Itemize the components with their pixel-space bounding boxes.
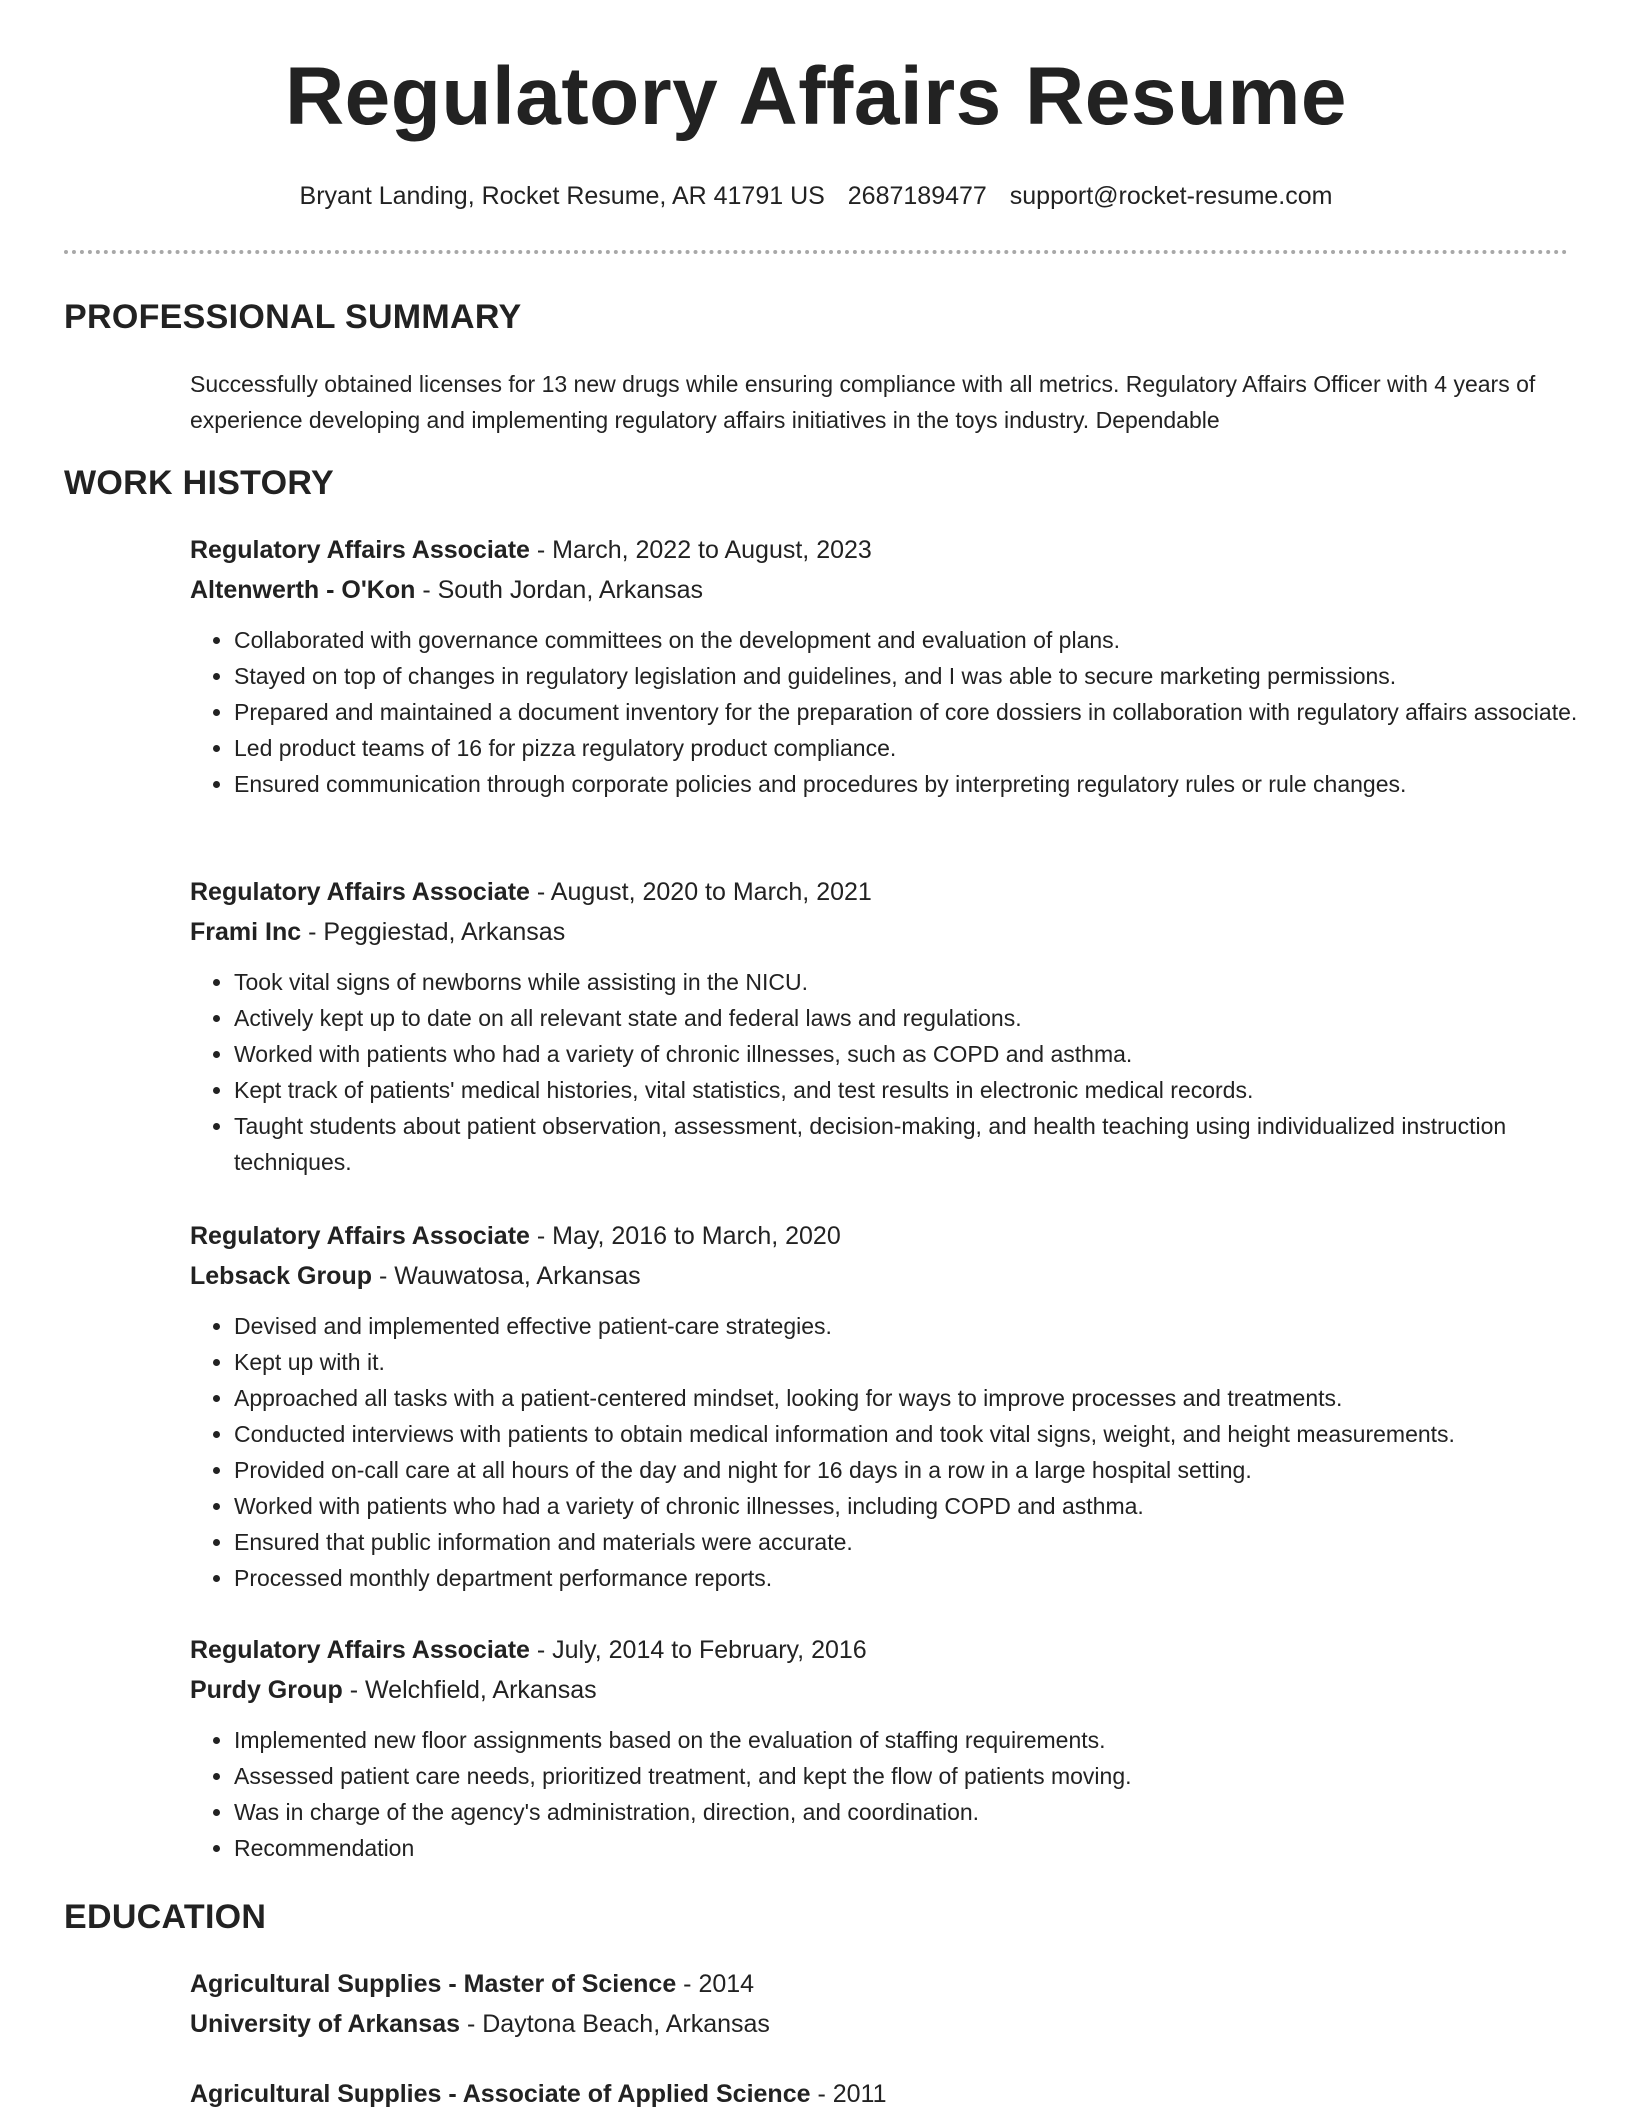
list-item: • Worked with patients who had a variety of chronic illnesses, including COPD and asthma. [234, 1488, 1580, 1524]
list-item: • Conducted interviews with patients to obtain medical information and took vital signs, weight, and height measurements. [234, 1416, 1580, 1452]
list-item: • Kept up with it. [234, 1344, 1580, 1380]
contact-phone: 2687189477 [847, 182, 987, 210]
job-bullets [190, 964, 1580, 1180]
list-item: • Collaborated with governance committees on the development and evaluation of plans. [234, 622, 1580, 658]
job-location: Wauwatosa, Arkansas [394, 1262, 641, 1290]
list-item: • Stayed on top of changes in regulatory legislation and guidelines, and I was able to secure marketing permissions. [234, 658, 1580, 694]
education-location: Daytona Beach, Arkansas [482, 2010, 770, 2038]
job-location: South Jordan, Arkansas [437, 576, 704, 604]
job-role-line: Regulatory Affairs Associate - August, 2020 to March, 2021 [190, 878, 872, 906]
list-item: • Ensured that public information and materials were accurate. [234, 1524, 1580, 1560]
job-role-line: Regulatory Affairs Associate - July, 2014 to February, 2016 [190, 1636, 867, 1664]
job-entry [190, 530, 1580, 802]
job-bullets [190, 622, 1580, 802]
section-title-summary: PROFESSIONAL SUMMARY [64, 298, 522, 336]
job-role-line: Regulatory Affairs Associate - May, 2016 to March, 2020 [190, 1222, 841, 1250]
resume-title: Regulatory Affairs Resume [284, 51, 1348, 142]
education-school: University of Arkansas [190, 2010, 461, 2038]
job-role: Regulatory Affairs Associate [190, 878, 530, 906]
education-degree: Agricultural Supplies - Master of Science [190, 1970, 677, 1998]
job-company-line: Purdy Group - Welchfield, Arkansas [190, 1676, 597, 1704]
education-school-line: University of Arkansas - Daytona Beach, Arkansas [190, 2010, 770, 2038]
job-company: Lebsack Group [190, 1262, 372, 1290]
contact-line [0, 182, 1632, 211]
job-dates: August, 2020 to March, 2021 [550, 878, 872, 906]
job-company: Purdy Group [190, 1676, 343, 1704]
header-divider [64, 250, 1568, 254]
job-company-line: Lebsack Group - Wauwatosa, Arkansas [190, 1262, 641, 1290]
list-item: • Taught students about patient observation, assessment, decision-making, and health teaching using individualized instruction techniques. [234, 1108, 1580, 1180]
job-entry [190, 872, 1580, 1180]
list-item: • Worked with patients who had a variety of chronic illnesses, such as COPD and asthma. [234, 1036, 1580, 1072]
list-item: • Was in charge of the agency's administration, direction, and coordination. [234, 1794, 1580, 1830]
job-role: Regulatory Affairs Associate [190, 536, 530, 564]
job-entry [190, 1216, 1580, 1596]
list-item: • Took vital signs of newborns while assisting in the NICU. [234, 964, 1580, 1000]
list-item: • Kept track of patients' medical histories, vital statistics, and test results in electronic medical records. [234, 1072, 1580, 1108]
education-year: 2014 [698, 1970, 755, 1998]
job-role: Regulatory Affairs Associate [190, 1636, 530, 1664]
list-item: • Actively kept up to date on all relevant state and federal laws and regulations. [234, 1000, 1580, 1036]
job-company-line: Frami Inc - Peggiestad, Arkansas [190, 918, 566, 946]
job-bullets [190, 1308, 1580, 1596]
list-item: • Ensured communication through corporate policies and procedures by interpreting regulatory rules or rule changes. [234, 766, 1580, 802]
job-role-line: Regulatory Affairs Associate - March, 2022 to August, 2023 [190, 536, 872, 564]
list-item: • Prepared and maintained a document inventory for the preparation of core dossiers in collaboration with regulatory affairs associate. [234, 694, 1580, 730]
education-degree: Agricultural Supplies - Associate of Applied Science [190, 2080, 811, 2108]
education-degree-line: Agricultural Supplies - Associate of Applied Science - 2011 [190, 2080, 887, 2108]
section-title-work-history: WORK HISTORY [64, 464, 334, 502]
summary-text: Successfully obtained licenses for 13 new drugs while ensuring compliance with all metrics. Regulatory Affairs Officer with 4 years of experience developing and implementing regulatory affairs initiatives in the toys industry. Dependable [190, 371, 1536, 433]
education-entry [190, 1964, 1580, 2044]
list-item: • Implemented new floor assignments based on the evaluation of staffing requirements. [234, 1722, 1580, 1758]
list-item: • Devised and implemented effective patient-care strategies. [234, 1308, 1580, 1344]
job-dates: March, 2022 to August, 2023 [552, 536, 872, 564]
job-role: Regulatory Affairs Associate [190, 1222, 530, 1250]
contact-email: support@rocket-resume.com [1009, 182, 1333, 210]
contact-address: Bryant Landing, Rocket Resume, AR 41791 US [299, 182, 825, 210]
list-item: • Provided on-call care at all hours of the day and night for 16 days in a row in a large hospital setting. [234, 1452, 1580, 1488]
job-dates: July, 2014 to February, 2016 [552, 1636, 867, 1664]
list-item: • Assessed patient care needs, prioritized treatment, and kept the flow of patients moving. [234, 1758, 1580, 1794]
education-year: 2011 [832, 2080, 887, 2108]
job-company-line: Altenwerth - O'Kon - South Jordan, Arkansas [190, 576, 704, 604]
job-location: Peggiestad, Arkansas [323, 918, 566, 946]
section-title-education: EDUCATION [64, 1898, 267, 1936]
job-dates: May, 2016 to March, 2020 [552, 1222, 841, 1250]
job-entry [190, 1630, 1580, 1866]
list-item: • Led product teams of 16 for pizza regulatory product compliance. [234, 730, 1580, 766]
job-company: Frami Inc [190, 918, 302, 946]
job-bullets [190, 1722, 1580, 1866]
education-degree-line: Agricultural Supplies - Master of Science - 2014 [190, 1970, 755, 1998]
list-item: • Processed monthly department performance reports. [234, 1560, 1580, 1596]
education-entry [190, 2074, 1580, 2114]
list-item: • Recommendation [234, 1830, 1580, 1866]
job-location: Welchfield, Arkansas [365, 1676, 597, 1704]
job-company: Altenwerth - O'Kon [190, 576, 416, 604]
list-item: • Approached all tasks with a patient-centered mindset, looking for ways to improve processes and treatments. [234, 1380, 1580, 1416]
